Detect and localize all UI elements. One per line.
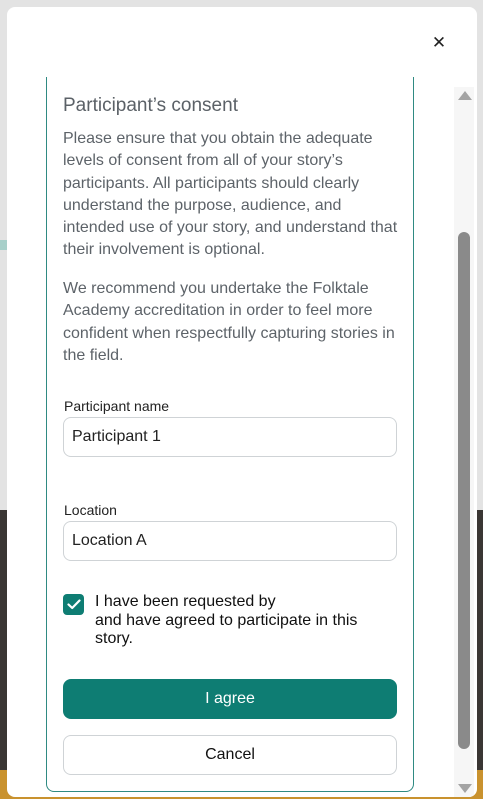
consent-modal (7, 7, 477, 797)
modal-title: Participant’s consent (63, 95, 238, 116)
participant-name-label: Participant name (64, 398, 170, 414)
consent-checkbox-label (95, 593, 375, 649)
location-label: Location (64, 502, 117, 518)
close-button[interactable] (429, 33, 449, 53)
consent-checkbox[interactable] (63, 594, 84, 615)
checkmark-icon (67, 599, 81, 610)
scroll-down-arrow-icon[interactable] (458, 784, 472, 793)
participant-name-input[interactable] (63, 417, 397, 457)
scroll-up-arrow-icon[interactable] (458, 91, 472, 100)
scroll-thumb[interactable] (458, 232, 470, 749)
accreditation-recommendation: We recommend you undertake the Folktale Academy accreditation in order to feel more confident when respectfully capturing stories in the field. (63, 280, 395, 364)
consent-instructions: Please ensure that you obtain the adequate levels of consent from all of your story’s participants. All participants should clearly understand the purpose, audience, and intended use of your story, and understand that their involvement is optional. (63, 130, 398, 259)
location-input[interactable] (63, 521, 397, 561)
cancel-button[interactable]: Cancel (63, 735, 397, 775)
scrollbar[interactable] (454, 87, 474, 797)
agree-button[interactable]: I agree (63, 679, 397, 719)
consent-line-2: and have agreed to participate in this story. (95, 611, 358, 647)
consent-card (46, 77, 414, 792)
consent-line-1: I have been requested by (95, 593, 276, 610)
close-icon: ✕ (431, 33, 447, 53)
